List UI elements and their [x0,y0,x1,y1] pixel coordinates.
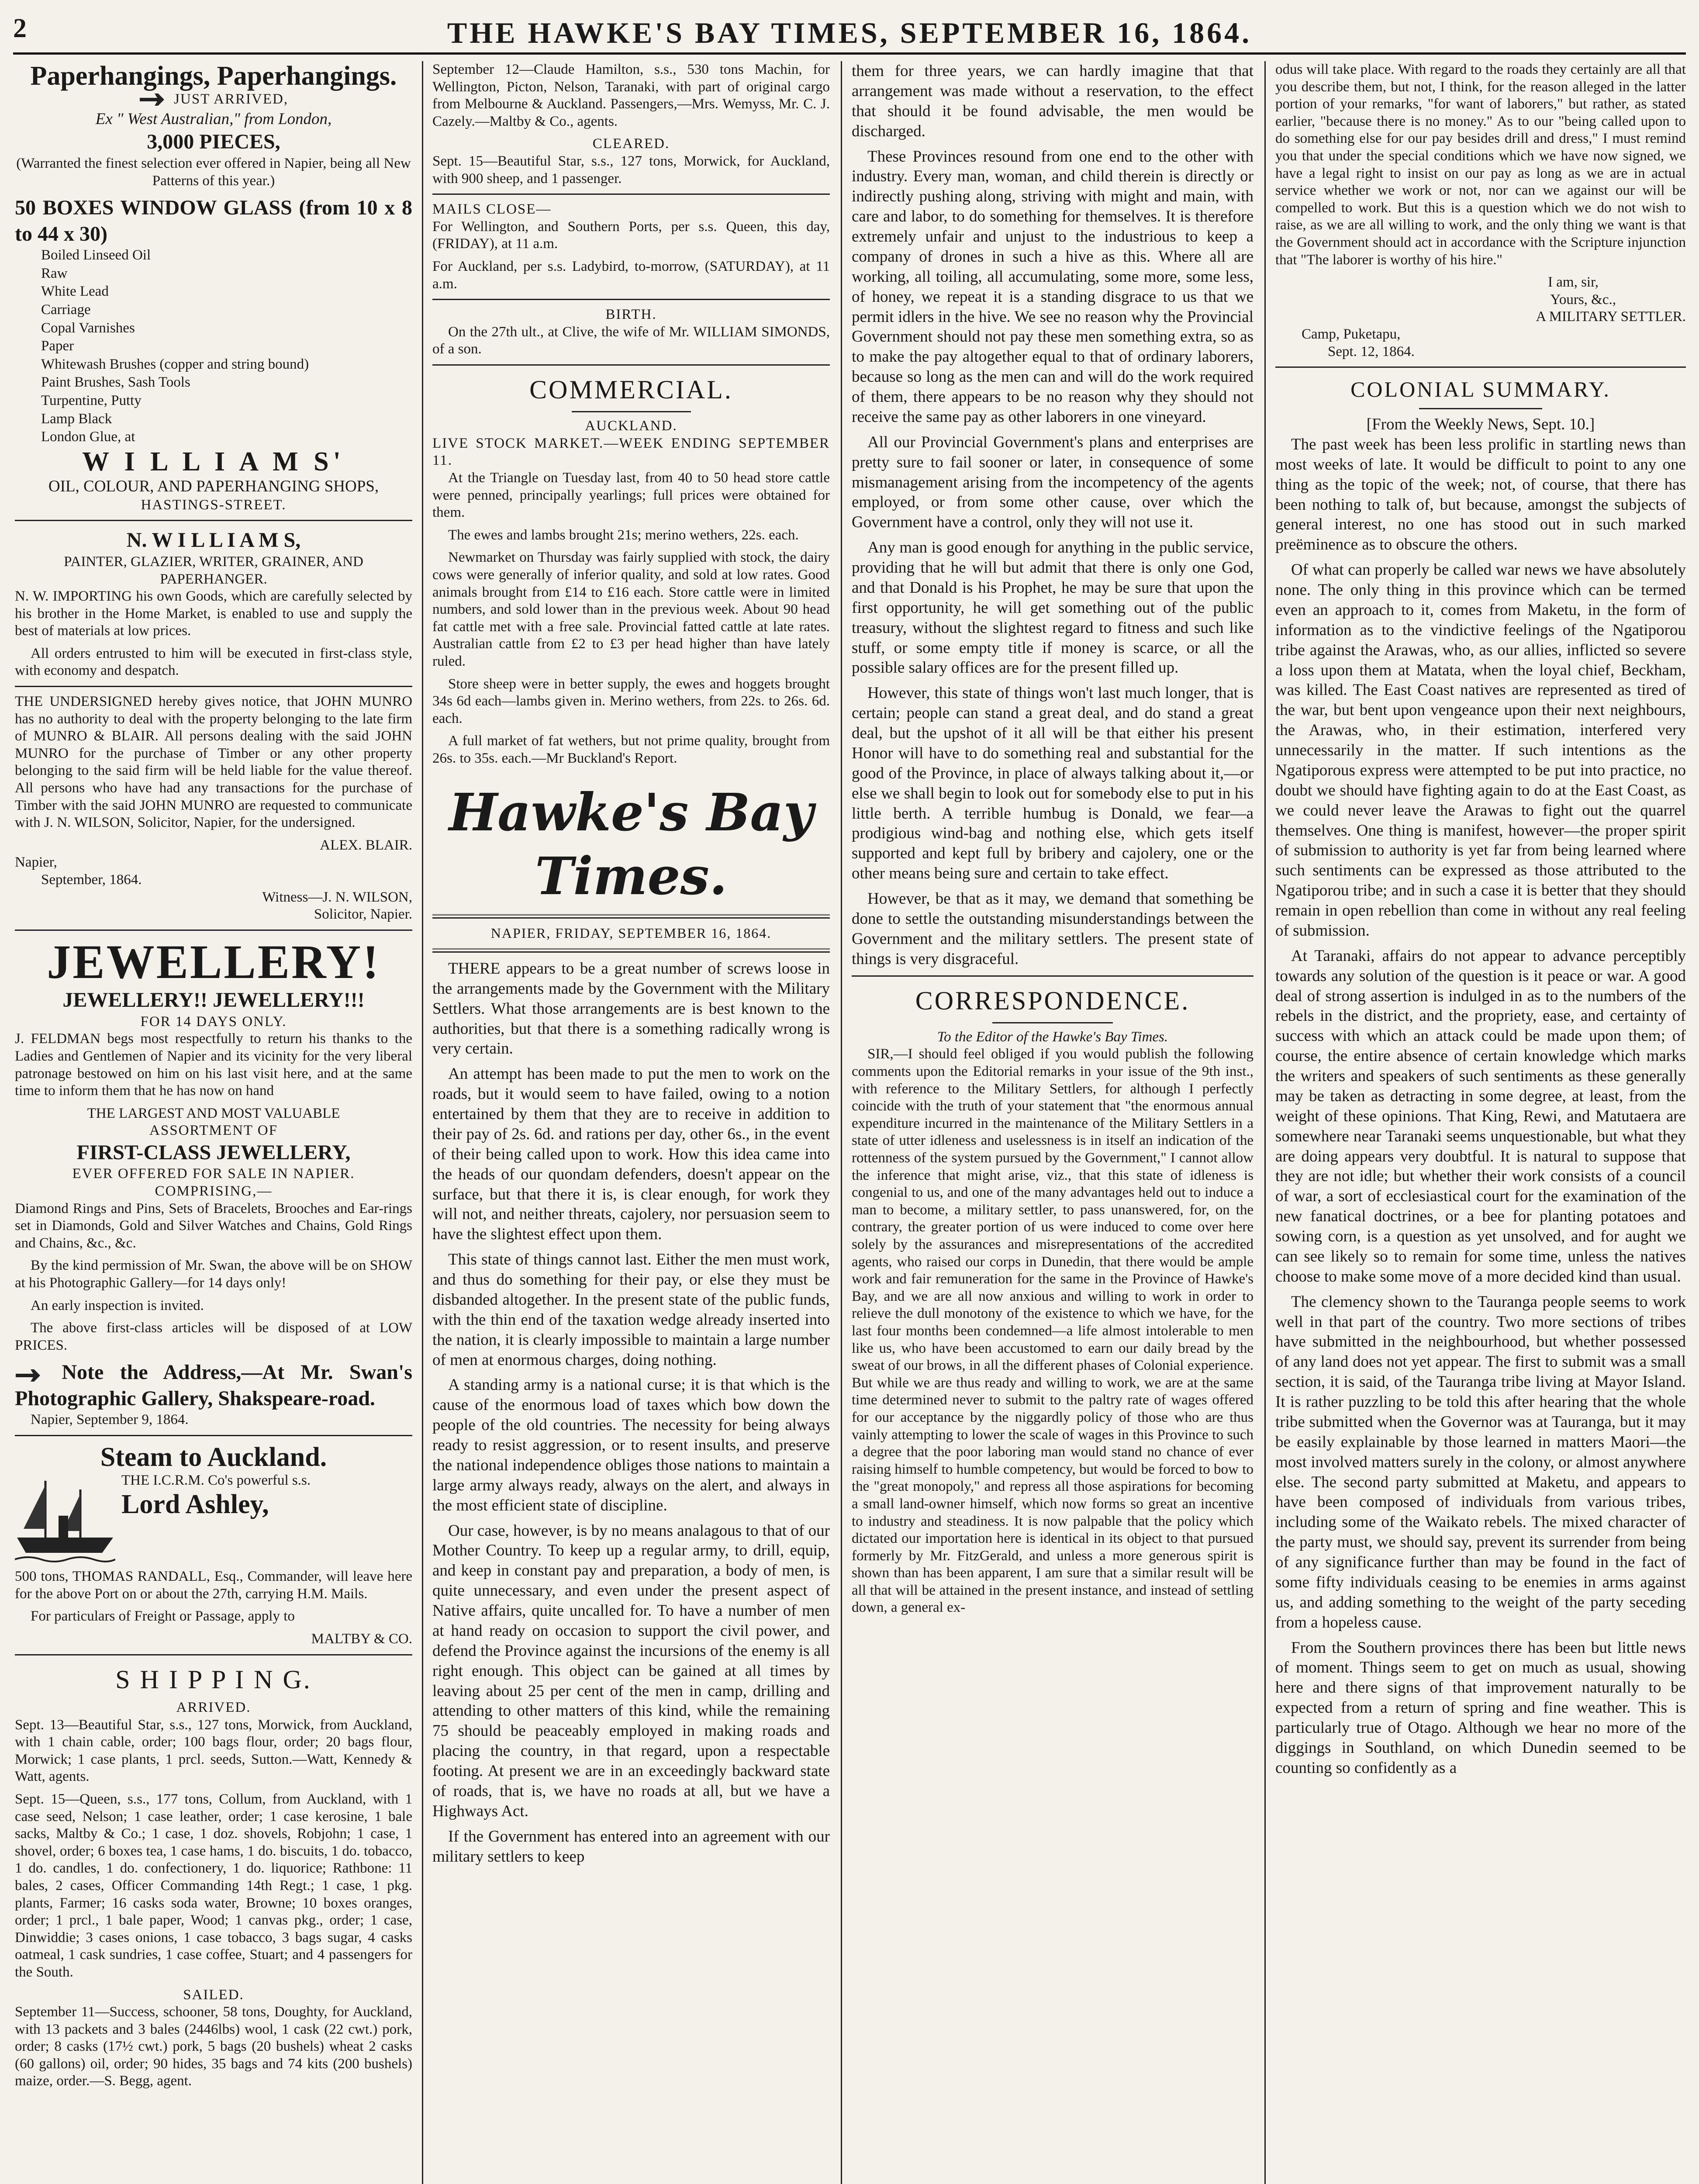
steam-title: Steam to Auckland. [100,1442,327,1472]
notice-date: September, 1864. [41,872,142,888]
birth-entry: On the 27th ult., at Clive, the wife of Mr. WILLIAM SIMONDS, of a son. [432,324,830,357]
note-date: Napier, September 9, 1864. [31,1412,189,1428]
steamship-icon [15,1472,115,1568]
list-item: Whitewash Brushes (copper and string bound) [41,356,309,372]
sailed-entry: September 12—Claude Hamilton, s.s., 530 tons Machin, for Wellington, Picton, Nelson, Taranaki, with part of original cargo from Melbourne & Auckland. Passengers,—Mrs. Wemyss, Mr. C. J. Cazely.—Maltby & Co., agents. [432,62,830,129]
letter-sign: Yours, &c., [1550,291,1616,308]
nw-name: N. W I L L I A M S, [126,529,301,552]
correspondence-head: CORRESPONDENCE. [915,986,1190,1015]
header-rule [13,52,1686,55]
divider [852,975,1254,977]
pointing-hand-icon [15,1365,45,1383]
commercial-head: COMMERCIAL. [529,375,733,404]
editorial-para: If the Government has entered into an agreement with our military settlers to keep [432,1827,830,1866]
birth-head: BIRTH. [605,307,657,323]
commercial-para: Newmarket on Thursday was fairly supplied with stock, the dairy cows were generally of inferior quality, and sold at low rates. Good animals brought from £14 to £16 each. Store cattle were in limited numbers, and sold lower than in the previous week. About 90 head fat cattle met with a free sale. Provincial fatted cattle at late rates. Australian cattle from £2 to £3 per head higher than have lately ruled. [432,549,830,670]
pointing-hand-icon [139,92,169,109]
live-stock-head: LIVE STOCK MARKET.—WEEK ENDING SEPTEMBER 11. [432,435,830,469]
divider [572,411,691,412]
steam-advert [15,1472,412,1568]
steam-para: THE I.C.R.M. Co's powerful s.s. [121,1472,311,1489]
williams-title: W I L L I A M S' [82,446,345,477]
double-rule [432,914,830,919]
disposed-para: The above first-class articles will be disposed of at LOW PRICES. [15,1320,412,1353]
williams-sub: OIL, COLOUR, AND PAPERHANGING SHOPS, [48,477,379,495]
notice-signature: ALEX. BLAIR. [320,837,412,853]
early-inspection: An early inspection is invited. [31,1297,204,1313]
assortment-line: ASSORTMENT OF [149,1123,278,1139]
sailed-entry: September 11—Success, schooner, 58 tons, Doughty, for Auckland, with 13 packets and 3 bales (2446lbs) wool, 1 cask (22 cwt.) pork, order; 8 casks (17½ cwt.) pork, 5 bags (20 bushels) wheat 2 casks (60 gallons) oil, order; 90 hides, 35 bags and 74 kits (200 bushels) maize, order.—S. Begg, agent. [15,2004,412,2089]
list-item: Turpentine, Putty [41,392,142,408]
arrival-entry: Sept. 15—Queen, s.s., 177 tons, Collum, from Auckland, with 1 case seed, Nelson; 1 case leather, order; 1 case kerosine, 1 bale sacks, Maltby & Co.; 1 case, 1 doz. shovels, Robjohn; 1 case, 1 shovel, order; 6 boxes tea, 1 case hams, 1 do. biscuits, 1 do. tobacco, 1 do. candles, 1 do. confectionery, 1 do. liquorice; Rathbone: 11 bales, 2 cases, Officer Commanding 14th Regt.; 1 case, 1 pkg. plants, Farmer; 16 casks soda water, Browne; 10 boxes oranges, order; 1 prcl., 1 bale paper, Wood; 1 canvas pkg., order; 1 case, Dinwiddie; 3 cases onions, 1 case tobacco, 3 bags sugar, 4 casks oatmeal, 1 cask sundries, 1 case coffee, Stuart; and 4 passengers for the South. [15,1791,412,1980]
page-header [0,0,1699,57]
divider [432,299,830,300]
pieces: 3,000 PIECES, [147,130,280,154]
sailed-head: SAILED. [183,1987,244,2003]
arrived-head: ARRIVED. [176,1700,251,1715]
editorial-para: A standing army is a national curse; it is that which is the cause of the enormous load of taxes which bow down the people of the old countries. The necessity for being always ready to resist aggression, or to resent insults, and preserve the national independence obliges those nations to maintain a large army always ready, always on the alert, and always in the most efficient state of discipline. [432,1376,830,1514]
double-rule [432,948,830,953]
letter-para: odus will take place. With regard to the roads they certainly are all that you describe them, but not, I think, for the reason alleged in the latter portion of your remarks, "for want of laborers," but rather, as stated earlier, "because there is no money." As to our "being called upon to do something else for our pay besides drill and dress," I must remind you that under the special conditions which we have now signed, we have a legal right to insist on our pay as long as we are in actual service whether we work or not, nor can we against our will be compelled to work. But this is a question which we do not wish to raise, as we are all willing to work, and the only thing we want is that the Government should act in accordance with the Scripture injunction that "The laborer is worthy of his hire." [1275,62,1686,268]
summary-para: The clemency shown to the Tauranga people seems to work well in that part of the country. Two more sections of tribes have submitted in the neighbourhood, but whether possessed of any land does not yet appear. The first to submit was a small section, it is said, of the Tauranga tribe living at Mayor Island. It is rather puzzling to be told this after hearing that the whole tribe submitted when the Governor was at Tauranga, but it may be easily explainable by those learned in matters Maori—the most involved matters surely in the colony, or almost anywhere else. The second party submitted at Maketu, and appears to have been composed of individuals from various tribes, including some of the Waikato rebels. The mixed character of the party must, we should say, prevent its surrender from being of any significance further than may be found in the fact of some fifty individuals ceasing to be enemies in arms against us, and adding something to the weight of the party seceding from a hopeless cause. [1275,1292,1686,1631]
summary-para: At Taranaki, affairs do not appear to advance perceptibly towards any solution of the question is it peace or war. A good deal of strong assertion is indulged in as to the numbers of the rebels in the district, and the propriety, ease, and certainty of success with which an attack could be made upon them; of course, the entire absence of certain knowledge which marks the writers and speakers of such sentiments as these generally may be taken as detracting in some degree, at least, from the weight of these opinions. That King, Rewi, and Matutaera are somewhere near Taranaki seems unquestionable, but what they are doing appears very doubtful. It is natural to suppose that they are not idle; but whether their work consists of a council of war, a sort of ecclesiastical court for the examination of the new fanatical doctrines, or a bee for planting potatoes and sowing corn, is a question as yet unsolved, and for aught we can see likely so to remain for some time, unless the natives choose to make some move of a more decided kind than usual. [1275,947,1686,1286]
mail-entry: For Auckland, per s.s. Ladybird, to-morrow, (SATURDAY), at 11 a.m. [432,258,830,292]
shipping-title: S H I P P I N G. [115,1665,312,1694]
list-item: Paper [41,338,74,354]
letter-date: Sept. 12, 1864. [1328,343,1415,359]
editorial-para: However, this state of things won't last much longer, that is certain; people can stand a great deal, and do stand a great deal, but the upshot of it all will be that either his present Honor will have to do something real and substantial for the good of the Province, in place of always talking about it,—or else we shall begin to look out for somebody else to put in his little berth. A terrible humbug is Donald, we fear—a prodigious wind-bag and nothing else, which gets itself supported and kept full by bribery and cajolery, one or the other means being sure and certain to take effect. [852,684,1254,883]
paper-masthead: Hawke's Bay Times. [449,781,814,906]
divider [15,686,412,687]
commercial-para: At the Triangle on Tuesday last, from 40 to 50 head store cattle were penned, principally yearlings; full prices were obtained for them. [432,470,830,521]
commercial-para: The ewes and lambs brought 21s; merino wethers, 22s. each. [448,527,799,543]
notice-witness: Solicitor, Napier. [314,906,412,923]
list-item: London Glue, at [41,429,135,445]
divider [15,1654,412,1655]
column-divider [1264,61,1266,2184]
divider [1419,408,1542,409]
editorial-para: THERE appears to be a great number of screws loose in the arrangements made by the Government with the Military Settlers. What those arrangements are is best known to the authorities, but that there is a something radically wrong is very certain. [432,959,830,1058]
divider [15,520,412,521]
cleared-entry: Sept. 15—Beautiful Star, s.s., 127 tons, Morwick, for Auckland, with 900 sheep, and 1 passenger. [432,153,830,187]
ex-ship: Ex " West Australian," from London, [95,110,332,128]
nw-trade: PAINTER, GLAZIER, WRITER, GRAINER, AND PAPERHANGER. [64,553,363,587]
editorial-para: These Provinces resound from one end to the other with industry. Every man, woman, and child therein is directly or indirectly pushing along, striving with might and main, with care and labor, to do something for themselves. It is therefore extremely unfair and unjust to the industrious to keep a company of drones in such a hive as this. Where all are working, all toiling, all accumulating, some more, some less, of honey, we repeat it is a standing disgrace to us that we permit idlers in the hive. We see no reason why the Provincial Government should not pay these men something extra, so as to make the pay altogether equal to that of ordinary laborers, because so long as the men can and will do the work required of them, there appears to be no reason why they should not receive the same pay as other laborers in one vineyard. [852,147,1254,426]
column-3 [852,61,1254,2184]
commercial-para: A full market of fat wethers, but not prime quality, brought from 26s. to 35s. each.—Mr Buckland's Report. [432,733,830,766]
ever-offered: EVER OFFERED FOR SALE IN NAPIER. [72,1166,355,1182]
colonial-summary-head: COLONIAL SUMMARY. [1350,377,1611,402]
mail-entry: For Wellington, and Southern Ports, per s.s. Queen, this day, (FRIDAY), at 11 a.m. [432,218,830,252]
letter-sign: I am, sir, [1548,274,1599,290]
editorial-para: All our Provincial Government's plans and enterprises are pretty sure to fail sooner or later, in consequence of some mismanagement arising from the incompetency of the agents employed, or from some other cause, over which the Government have a control, only they will not use it. [852,433,1254,532]
divider [1275,366,1686,368]
editorial-para: Any man is good enough for anything in the public service, providing that he will but admit that there is only one God, and that Donald is his Prophet, he may be sure that upon the first opportunity, he will get something out of the public treasury, without the slightest regard to fitness and such like stuff, or some empty title if money is scarce, or all the possible salary offices are for the present filled up. [852,539,1254,677]
list-item: Carriage [41,302,91,318]
swan-para: By the kind permission of Mr. Swan, the above will be on SHOW at his Photographic Gallery—for 14 days only! [15,1258,412,1291]
dateline: NAPIER, FRIDAY, SEPTEMBER 16, 1864. [490,925,772,941]
divider [15,1435,412,1436]
largest-line: THE LARGEST AND MOST VALUABLE [87,1105,340,1121]
list-item: White Lead [41,283,109,300]
colonial-source: [From the Weekly News, Sept. 10.] [1366,415,1595,434]
warranted-note: (Warranted the finest selection ever offered in Napier, being all New Patterns of this year.) [16,156,411,189]
column-divider [841,61,842,2184]
list-item: Raw [41,265,68,281]
comprising: COMPRISING,— [155,1183,273,1199]
list-item: Copal Varnishes [41,320,135,336]
jewellery-sub: JEWELLERY!! JEWELLERY!!! [62,988,365,1012]
notice-witness: Witness—J. N. WILSON, [262,889,412,905]
just-arrived: JUST ARRIVED, [15,91,412,109]
steam-body: 500 tons, THOMAS RANDALL, Esq., Commander, will leave here for the above Port on or about the 27th, carrying H.M. Mails. [15,1569,412,1602]
divider [15,930,412,931]
column-1 [15,61,412,2184]
divider [992,1022,1113,1023]
editorial-para: An attempt has been made to put the men to work on the roads, but it would seem to have failed, owing to a notion entertained by them that they are to receive in addition to their pay of 2s. 6d. and rations per day, other 6s., in the event of their being called upon to work. How this idea came into the heads of our quondam defenders, doesn't appear on the surface, but that there it is, is clear enough, for work they will not, and neither threats, cajolery, nor persuasion seem to have the slightest effect upon them. [432,1065,830,1244]
correspondence-to: To the Editor of the Hawke's Bay Times. [937,1029,1168,1045]
list-item: Paint Brushes, Sash Tools [41,374,190,390]
notice-place: Napier, [15,854,57,871]
column-4 [1275,61,1686,2184]
editorial-para: However, be that as it may, we demand that something be done to settle the outstanding misunderstandings between the Government and the military settlers. The present state of things is very disgraceful. [852,890,1254,968]
cleared-head: CLEARED. [592,136,670,152]
auckland-head: AUCKLAND. [585,418,677,434]
comprising-list: Diamond Rings and Pins, Sets of Bracelets, Brooches and Ear-rings set in Diamonds, Gold and Silver Watches and Chains, Gold Rings and Chains, &c., &c. [15,1200,412,1251]
notice-para: THE UNDERSIGNED hereby gives notice, that JOHN MUNRO has no authority to deal with the property belonging to the late firm of MUNRO & BLAIR. All persons dealing with the said JOHN MUNRO for the purchase of Timber or any other property belonging to the said firm will be held liable for the value thereof. All persons who have had any transactions for the purchase of Timber with the said JOHN MUNRO are requested to communicate with J. N. WILSON, Solicitor, Napier, for the undersigned. [15,694,412,831]
jewellery-title: JEWELLERY! [47,935,380,988]
letter-author: A MILITARY SETTLER. [1536,309,1686,325]
divider [432,364,830,366]
list-item: Boiled Linseed Oil [41,247,151,263]
list-item: Lamp Black [41,411,112,427]
commercial-para: Store sheep were in better supply, the ewes and hoggets brought 34s 6d each—lambs given in. Merino wethers, from 22s. to 26s. 6d. each. [432,676,830,726]
column-divider [422,61,423,2184]
feldman-para: J. FELDMAN begs most respectfully to return his thanks to the Ladies and Gentlemen of Napier and its vicinity for the very liberal patronage bestowed on him on his last visit here, and at the same time to inform them that he has now on hand [15,1031,412,1099]
editorial-para: them for three years, we can hardly imagine that that arrangement was made without a reservation, to the effect that should it be found advisable, the men would be discharged. [852,62,1254,140]
steam-freight: For particulars of Freight or Passage, apply to [31,1608,295,1624]
mails-head: MAILS CLOSE— [432,201,552,218]
summary-para: The past week has been less prolific in startling news than most weeks of late. It would be difficult to point to any one thing as the topic of the week; not, of course, that there has been nothing to talk of, but because, amongst the subjects of general interest, no one has stood out in such marked preëminence as to obscure the others. [1275,435,1686,554]
window-glass: 50 BOXES WINDOW GLASS (from 10 x 8 to 44 x 30) [15,196,412,245]
letter-para: SIR,—I should feel obliged if you would publish the following comments upon the Editorial remarks in your issue of the 9th inst., with reference to the Military Settlers, for although I perfectly coincide with the truth of your statement that "the enormous annual expenditure incurred in the maintenance of the Military Settlers in a state of utter idleness and uselessness is in itself an indication of the rottenness of the system pursued by the Government," I cannot allow the inference that might arise, viz., that this state of idleness is congenial to us, and one of the many advantages held out to induce a man to become, a military settler, to pass unanswered, for, on the contrary, the greater portion of us were induced to come over here solely by the assurances and misrepresentations of the accredited agents, who raised our corps in Dunedin, that there would be ample work and fair remuneration for the same in the Province of Hawke's Bay, and we are all now anxious and willing to work in order to relieve the dull monotony of the existence to which we have, for the last four months been condemned—a life almost intolerable to men like us, who have been accustomed to earn our daily bread by the sweat of our brows, in all the different phases of Colonial experience. But while we are thus ready and willing to work, we are at the same time determined never to submit to the paltry rate of wages offered for our acceptance by the niggardly policy of those who are thus vainly attempting to lower the scale of wages in this Province to such a degree that the poor laboring man would stand no chance of ever raising himself to humble competency, but would be forced to bow to the "great monopoly," and repress all those aspirations for becoming a small land-owner himself, which now forms so great an incentive to industry and steadiness. It is now palpable that the policy which dictated our importation here is identical in its object to that pursued formerly by Mr. FitzGerald, and unless a more generous spirit is shown than has been apparent, I am sure that a similar result will be all that will be attained in the present instance, and instead of settling down, a general ex- [852,1046,1254,1616]
column-2 [432,61,830,2184]
running-masthead: THE HAWKE'S BAY TIMES, SEPTEMBER 16, 1864. [447,16,1252,49]
williams-street: HASTINGS-STREET. [141,497,287,513]
goods-list [15,247,412,446]
note-address: Note the Address,—At Mr. Swan's Photographic Gallery, Shakspeare-road. [15,1361,412,1410]
editorial-para: Our case, however, is by no means analagous to that of our Mother Country. To keep up a regular army, to drill, equip, and keep in constant pay and preparation, a body of men, is quite unnecessary, and even under the present aspect of Native affairs, quite uncalled for. To have a number of men at hand ready on occasion to support the civil power, and defend the Province against the incursions of the enemy is all right enough. This object can be gained at all times by leaving about 25 per cent of the men in camp, drilling and attending to other matters of this kind, while the remaining 75 should be peaceably employed in making roads and placing the country, in that regard, upon a respectable footing. At present we are in an exceedingly backward state of roads, that is, we have no roads at all, but we have a Highways Act. [432,1521,830,1820]
steam-agent: MALTBY & CO. [311,1631,412,1647]
page-number: 2 [13,14,27,43]
nw-para: All orders entrusted to him will be executed in first-class style, with economy and despatch. [15,645,412,679]
letter-place: Camp, Puketapu, [1302,326,1401,342]
summary-para: From the Southern provinces there has been but little news of moment. Things seem to get on much as usual, showing here and there signs of that improvement naturally to be expected from a return of spring and fine weather. This is particularly true of Otago. Although we hear no more of the diggings in Southland, on which Dunedin seemed to be counting so confidently as a [1275,1638,1686,1777]
first-class-line: FIRST-CLASS JEWELLERY, [76,1140,351,1164]
paperhangings-title: Paperhangings, Paperhangings. [30,61,397,91]
divider [432,194,830,195]
summary-para: Of what can properly be called war news we have absolutely none. The only thing in this province which can be termed even an approach to it, comes from Maketu, in the form of information as to the vindictive feelings of the Ngatiporou tribe against the Arawas, who, as our allies, inflicted so severe a loss upon them at Matata, when the loyal chief, Beckham, was killed. The East Coast natives are represented as tired of the war, but bent upon vengeance upon their next neighbours, the Arawas, who, in their estimation, interfered very unnecessarily in the matter. If such intentions as the Ngatiporous express were attempted to be put into practice, no doubt we should have fighting again to do at the East Coast, as we could never leave the Arawas to fight out the quarrel themselves. One thing is manifest, however—the proper spirit of submission to authority is yet far from being learned where such sentiments can be expressed as those attributed to the Ngatiporou tribe; and in such a case it is better that they should remain in open rebellion than come in without any real feeling of submission. [1275,561,1686,940]
ship-name: Lord Ashley, [121,1489,269,1519]
jewellery-days: FOR 14 DAYS ONLY. [140,1013,287,1030]
nw-para: N. W. IMPORTING his own Goods, which are carefully selected by his brother in the Home Market, is enabled to use and supply the best of materials at low prices. [15,588,412,639]
editorial-para: This state of things cannot last. Either the men must work, and thus do something for their pay, or else they must be disbanded altogether. In the present state of the public funds, with the thin end of the taxation wedge already inserted into the nation, it is clearly impossible to maintain a large number of men at enormous charges, doing nothing. [432,1251,830,1369]
arrival-entry: Sept. 13—Beautiful Star, s.s., 127 tons, Morwick, from Auckland, with 1 chain cable, order; 100 bags flour, order; 20 bags flour, Morwick; 1 case plants, 1 prcl. seeds, Sutton.—Watt, Kennedy & Watt, agents. [15,1717,412,1785]
